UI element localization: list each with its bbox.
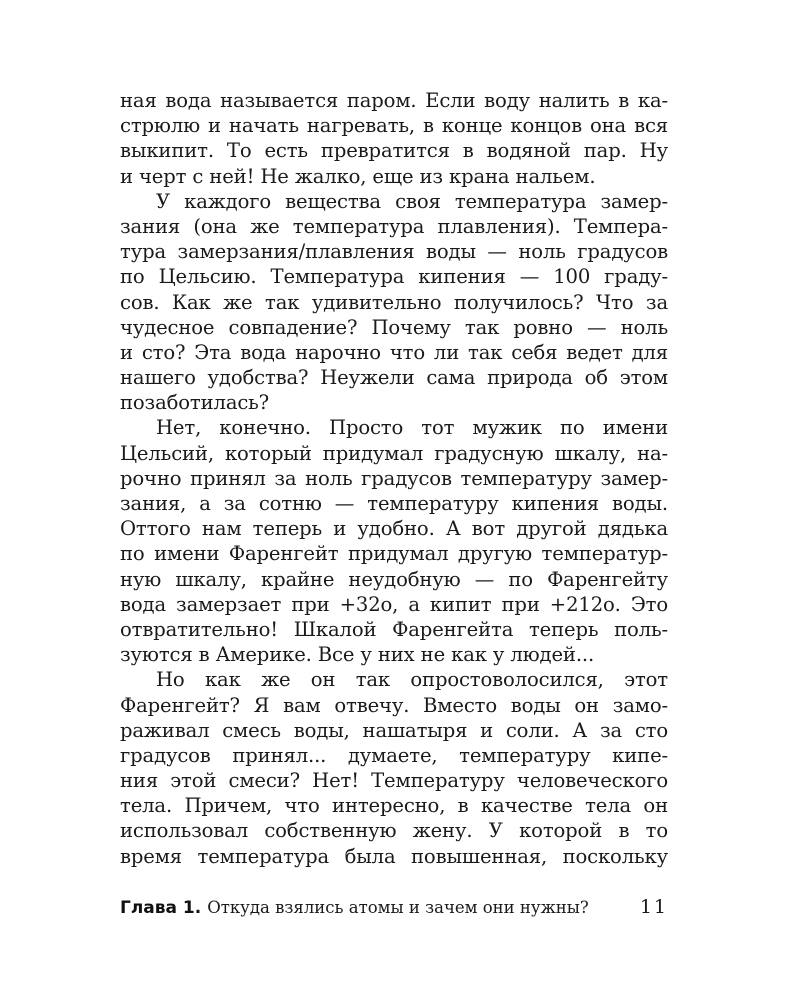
text-line: раживал смесь воды, нашатыря и соли. А за сто: [120, 718, 668, 742]
page-number: 11: [639, 896, 668, 918]
text-line: и сто? Эта вода нарочно что ли так себя ведет для: [120, 340, 668, 364]
text-line: Оттого нам теперь и удобно. А вот другой дядька: [120, 517, 668, 541]
text-line: зания, а за сотню — температуру кипения воды.: [120, 492, 668, 515]
page-body-text: [120, 88, 668, 869]
text-line: стрюлю и начать нагревать, в конце концов она вся: [120, 114, 668, 138]
text-line: ная вода называется паром. Если воду налить в ка-: [120, 89, 668, 112]
text-line: сов. Как же так удивительно получилось? Что за: [120, 290, 668, 314]
text-line: использовал собственную жену. У которой в то: [120, 819, 668, 843]
text-line: нашего удобства? Неужели сама природа об этом: [120, 366, 668, 390]
text-line: Но как же он так опростоволосился, этот: [156, 668, 668, 692]
text-line: и черт с ней! Не жалко, еще из крана нальем.: [120, 164, 596, 188]
text-line: зания (она же температура плавления). Темпера-: [120, 214, 668, 238]
text-line: Цельсий, который придумал градусную шкалу, на-: [120, 441, 668, 465]
text-line: по имени Фаренгейт придумал другую температур-: [120, 542, 668, 566]
text-line: У каждого вещества своя температура замер-: [156, 189, 668, 213]
chapter-title: Откуда взялись атомы и зачем они нужны?: [207, 898, 589, 917]
text-line: вода замерзает при +32о, а кипит при +212о. Это: [120, 592, 668, 616]
chapter-label: Глава 1.: [120, 898, 202, 918]
text-line: зуются в Америке. Все у них не как у людей...: [120, 643, 595, 667]
text-line: отвратительно! Шкалой Фаренгейта теперь поль-: [120, 617, 668, 641]
text-line: ную шкалу, крайне неудобную — по Фаренгейту: [120, 567, 668, 591]
text-line: чудесное совпадение? Почему так ровно — ноль: [120, 315, 668, 339]
text-line: позаботилась?: [120, 391, 270, 415]
text-line: градусов принял... думаете, температуру кипе-: [120, 743, 668, 767]
text-line: тура замерзания/плавления воды — ноль градусов: [120, 240, 668, 264]
page-footer: [120, 896, 668, 922]
text-line: тела. Причем, что интересно, в качестве тела он: [120, 794, 668, 818]
text-line: время температура была повышенная, поскольку: [120, 844, 668, 868]
text-line: Фаренгейт? Я вам отвечу. Вместо воды он замо-: [120, 693, 668, 717]
text-line: выкипит. То есть превратится в водяной пар. Ну: [120, 139, 668, 163]
text-line: по Цельсию. Температура кипения — 100 граду-: [120, 265, 668, 289]
text-line: рочно принял за ноль градусов температуру замер-: [120, 466, 668, 490]
text-line: Нет, конечно. Просто тот мужик по имени: [156, 416, 668, 440]
text-line: ния этой смеси? Нет! Температуру человеческого: [120, 769, 668, 793]
